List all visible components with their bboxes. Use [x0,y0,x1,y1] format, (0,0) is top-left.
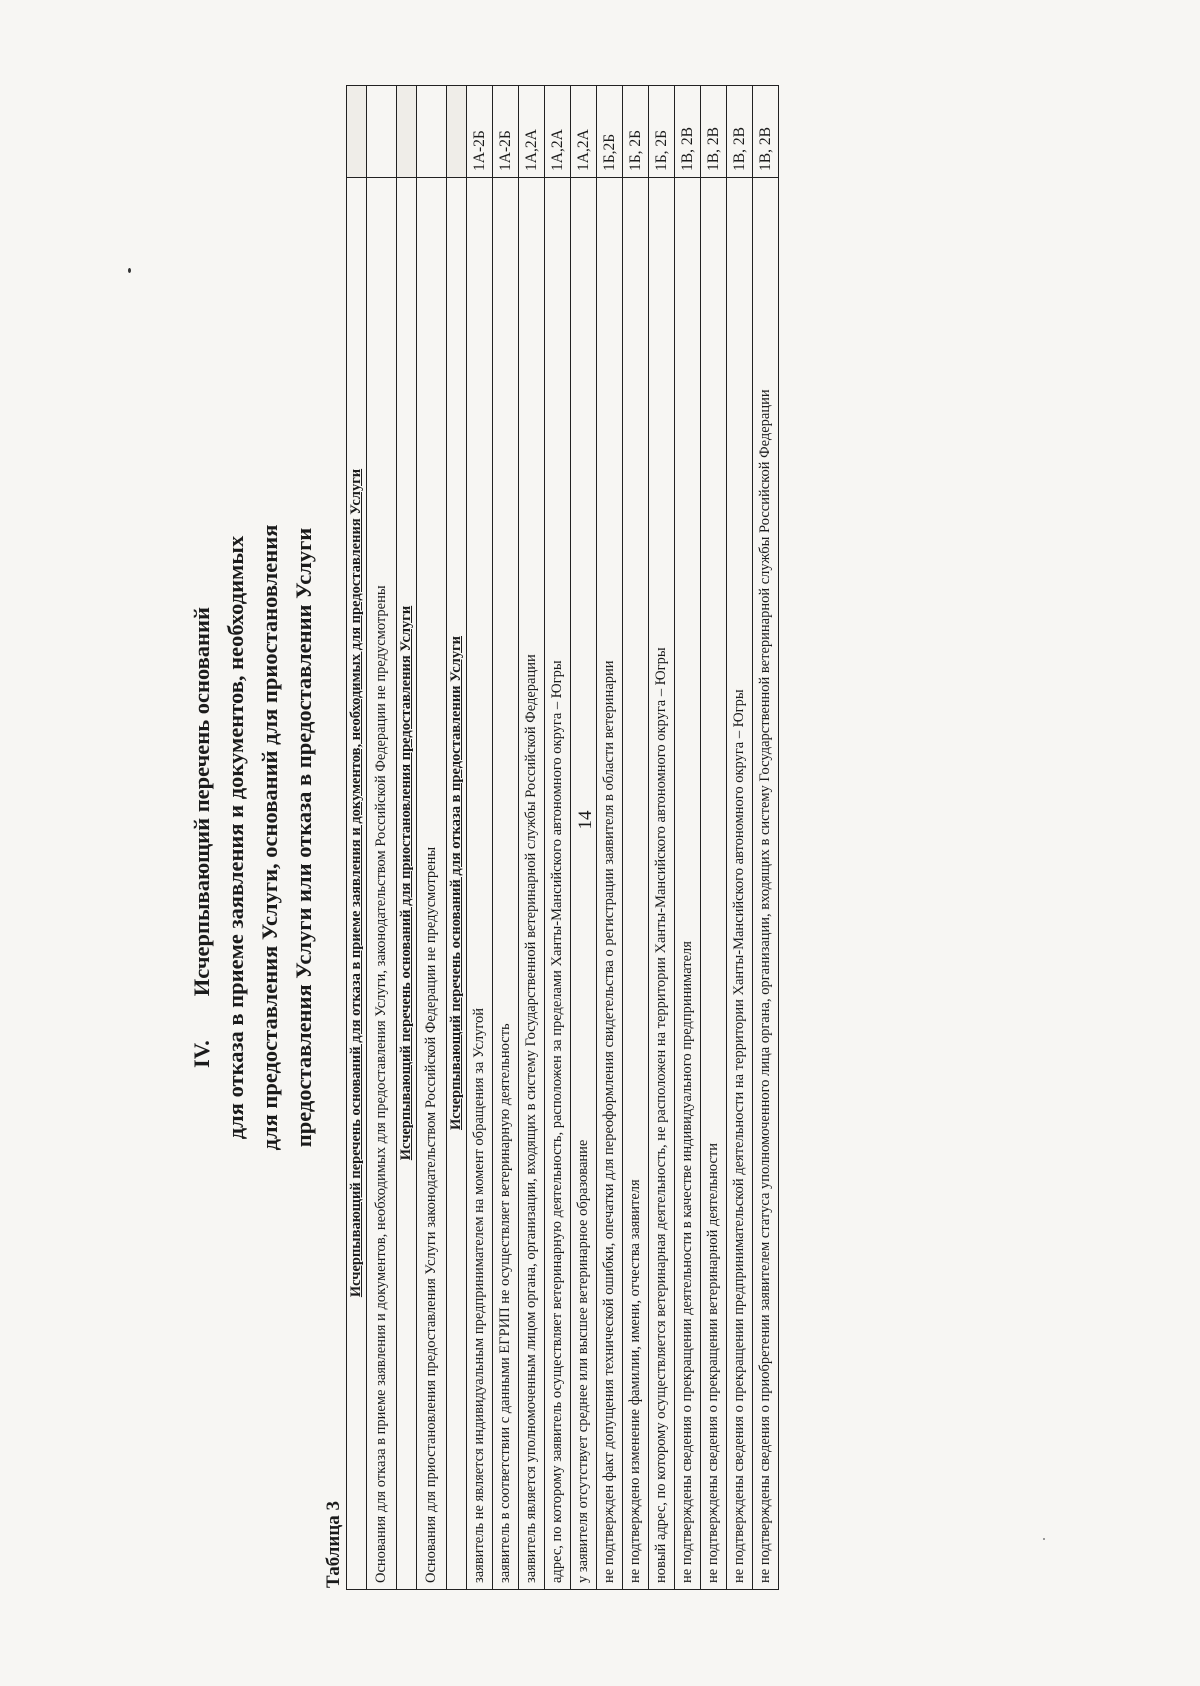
basis-text: Основания для приостановления предоставления Услуги законодательством Российской Федерации не предусмотрены [417,178,447,1590]
section-title: Исчерпывающий перечень оснований для отказа в предоставлении Услуги [447,178,467,1590]
section-heading [185,85,321,1590]
table-row [545,86,571,1590]
row-code: 1Б,2Б [597,86,623,178]
row-text: новый адрес, по которому осуществляется ветеринарная деятельность, не расположен на территории Ханты-Мансийского автономного округа – Югры [649,178,675,1590]
table-row [727,86,753,1590]
row-text: не подтвержден факт допущения технической ошибки, опечатки для переоформления свидетельства о регистрации заявителя в области ветеринарии [597,178,623,1590]
row-text: заявитель не является индивидуальным предпринимателем на момент обращения за Услугой [467,178,493,1590]
section-title: Исчерпывающий перечень оснований для отказа в приеме заявления и документов, необходимых для предоставления Услуги [347,178,367,1590]
basis-row [367,86,397,1590]
row-text: не подтверждены сведения о приобретении заявителем статуса уполномоченного лица органа, организации, входящих в систему Государственной ветеринарной службы Российской Федерации [753,178,779,1590]
section-row [397,86,417,1590]
section-row [347,86,367,1590]
page-number: 14 [575,810,596,830]
scan-speck [128,268,131,273]
row-text: не подтверждены сведения о прекращении деятельности в качестве индивидуального предпринимателя [675,178,701,1590]
table-row [571,86,597,1590]
row-code: 1В, 2В [675,86,701,178]
section-code-cell [397,86,417,178]
heading-line-1: IV.Исчерпывающий перечень оснований [185,85,219,1590]
basis-text: Основания для отказа в приеме заявления и документов, необходимых для предоставления Услуги, законодательством Российской Федерации не предусмотрены [367,178,397,1590]
row-code: 1А,2А [519,86,545,178]
table-row [623,86,649,1590]
table-row [675,86,701,1590]
row-code: 1А,2А [545,86,571,178]
row-text: у заявителя отсутствует среднее или высшее ветеринарное образование [571,178,597,1590]
table-row [493,86,519,1590]
section-row [447,86,467,1590]
row-text: не подтверждены сведения о прекращении ветеринарной деятельности [701,178,727,1590]
basis-code-cell [417,86,447,178]
row-code: 1Б, 2Б [649,86,675,178]
basis-row [417,86,447,1590]
table-row [519,86,545,1590]
table-caption: Таблица 3 [323,1500,344,1588]
row-code: 1В, 2В [727,86,753,178]
row-code: 1А,2А [571,86,597,178]
grounds-table [346,85,779,1590]
heading-line-4: предоставления Услуги или отказа в предоставлении Услуги [291,527,316,1148]
section-code-cell [347,86,367,178]
basis-code-cell [367,86,397,178]
heading-line-2: для отказа в приеме заявления и документов, необходимых [223,535,248,1140]
table-row [701,86,727,1590]
row-text: не подтверждены сведения о прекращении предпринимательской деятельности на территории Ханты-Мансийского автономного округа – Югры [727,178,753,1590]
row-code: 1А-2Б [467,86,493,178]
table-row [649,86,675,1590]
row-code: 1А-2Б [493,86,519,178]
table-row [753,86,779,1590]
table-row [467,86,493,1590]
row-text: адрес, по которому заявитель осуществляет ветеринарную деятельность, расположен за пределами Ханты-Мансийского автономного округа – Югры [545,178,571,1590]
heading-line-3: для предоставления Услуги, оснований для приостановления [257,524,282,1151]
section-code-cell [447,86,467,178]
rotated-content [185,85,895,1590]
row-text: не подтверждено изменение фамилии, имени, отчества заявителя [623,178,649,1590]
scan-speck [1043,1538,1045,1540]
table-row [597,86,623,1590]
row-code: 1Б, 2Б [623,86,649,178]
row-code: 1В, 2В [701,86,727,178]
row-text: заявитель в соответствии с данными ЕГРИП не осуществляет ветеринарную деятельность [493,178,519,1590]
row-code: 1В, 2В [753,86,779,178]
section-title: Исчерпывающий перечень оснований для приостановления предоставления Услуги [397,178,417,1590]
section-number: IV. [189,1040,214,1068]
row-text: заявитель является уполномоченным лицом органа, организации, входящих в систему Государственной ветеринарной службы Российской Федерации [519,178,545,1590]
